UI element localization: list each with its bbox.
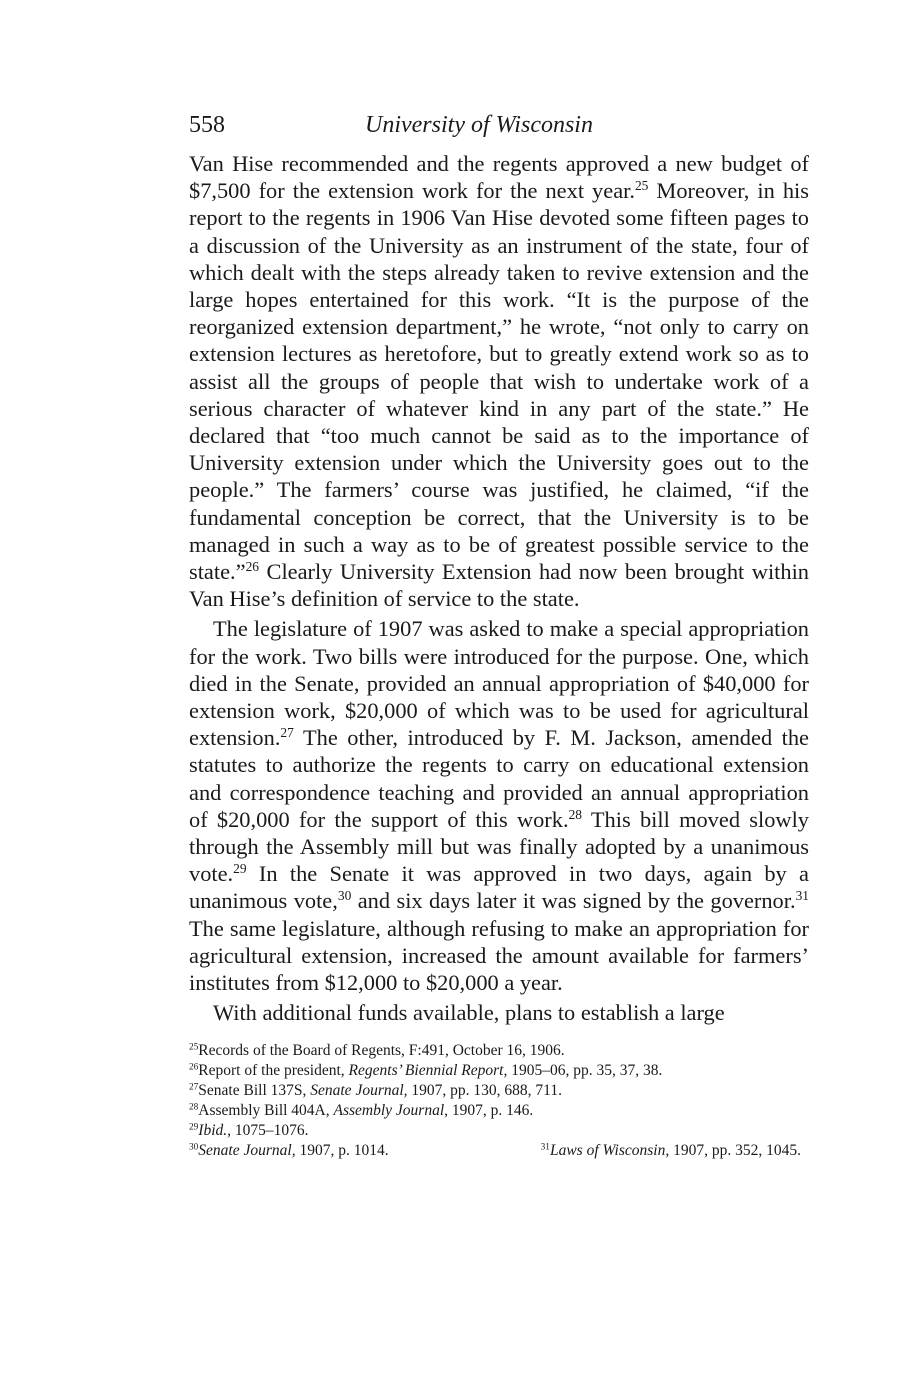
footnote-30 bbox=[189, 1141, 389, 1161]
footnote-number: 27 bbox=[189, 1081, 199, 1092]
footnote-source-title: Ibid., bbox=[198, 1121, 232, 1139]
footnote-number: 30 bbox=[189, 1141, 199, 1152]
book-page bbox=[189, 108, 809, 1161]
paragraph-3 bbox=[189, 999, 809, 1026]
footnote-text: Report of the president, bbox=[198, 1061, 349, 1079]
footnote-number: 26 bbox=[189, 1061, 199, 1072]
footnote-28 bbox=[189, 1101, 809, 1121]
footnote-source-title: Laws of Wisconsin, bbox=[549, 1141, 670, 1159]
footnotes bbox=[189, 1041, 809, 1161]
footnote-number: 25 bbox=[189, 1041, 199, 1052]
footnote-ref-28: 28 bbox=[568, 806, 582, 822]
paragraph-1-text-c: Clearly University Extension had now been brought within Van Hise’s definition of service to the state. bbox=[189, 559, 809, 612]
footnote-source-title: Senate Journal, bbox=[310, 1081, 408, 1099]
footnote-text: Records of the Board of Regents, F:491, October 16, 1906. bbox=[198, 1041, 565, 1059]
paragraph-3-text-a: With additional funds available, plans to establish a large bbox=[213, 1000, 725, 1026]
running-title: University of Wisconsin bbox=[365, 112, 593, 138]
paragraph-2-text-e: and six days later it was signed by the governor. bbox=[351, 888, 796, 914]
paragraph-2-text-c: This bill moved slowly through the Assembly mill but was finally adopted by a unanimous vote. bbox=[189, 806, 809, 887]
footnote-number: 28 bbox=[189, 1101, 199, 1112]
footnote-27 bbox=[189, 1081, 809, 1101]
footnote-text: Assembly Bill 404A, bbox=[198, 1101, 334, 1119]
footnote-source-title: Senate Journal, bbox=[198, 1141, 296, 1159]
footnote-text: Senate Bill 137S, bbox=[198, 1081, 311, 1099]
footnote-26 bbox=[189, 1061, 809, 1081]
footnote-text: 1905–06, pp. 35, 37, 38. bbox=[507, 1061, 663, 1079]
footnote-text: 1907, pp. 352, 1045. bbox=[669, 1141, 801, 1159]
footnote-source-title: Regents’ Biennial Report, bbox=[348, 1061, 508, 1079]
paragraph-1-text-a: Van Hise recommended and the regents approved a new budget of $7,500 for the extension work for the next year. bbox=[189, 151, 809, 204]
footnote-ref-29: 29 bbox=[233, 861, 247, 877]
footnote-29 bbox=[189, 1121, 809, 1141]
footnote-text: 1907, pp. 130, 688, 711. bbox=[407, 1081, 562, 1099]
paragraph-2-text-f: The same legislature, although refusing to make an appropriation for agricultural extension, increased the amount available for farmers’ institutes from $12,000 to $20,000 a year. bbox=[189, 915, 809, 996]
footnote-ref-25: 25 bbox=[634, 178, 649, 194]
footnote-number: 29 bbox=[189, 1121, 199, 1132]
paragraph-2-text-b: The other, introduced by F. M. Jackson, amended the statutes to authorize the regents to carry on educational extension and correspondence teaching and provided an annual appropriation of $20,000 for the support of this work. bbox=[189, 725, 809, 832]
footnote-25 bbox=[189, 1041, 809, 1061]
footnote-ref-31: 31 bbox=[795, 888, 810, 904]
body-text bbox=[189, 150, 809, 1027]
paragraph-1 bbox=[189, 150, 809, 612]
footnote-ref-30: 30 bbox=[337, 888, 352, 904]
footnote-row-30-31 bbox=[189, 1141, 801, 1161]
footnote-ref-26: 26 bbox=[245, 558, 260, 574]
running-head bbox=[189, 108, 809, 150]
footnote-text: 1907, p. 1014. bbox=[295, 1141, 389, 1159]
paragraph-1-text-b: Moreover, in his report to the regents in 1906 Van Hise devoted some fifteen pages to a discussion of the University as an instrument of the state, four of which dealt with the steps already taken to revive extension and the large hopes entertained for this work. “It is the purpose of the reorganized extension department,” he wrote, “not only to carry on extension lectures as heretofore, but to greatly extend work so as to assist all the groups of people that wish to undertake work of a serious character of whatever kind in any part of the state.” He declared that “too much cannot be said as to the importance of University extension under which the University goes out to the people.” The farmers’ course was justified, he claimed, “if the fundamental conception be correct, that the University is to be managed in such a way as to be of greatest possible service to the state.” bbox=[189, 178, 809, 585]
footnote-ref-27: 27 bbox=[280, 725, 294, 741]
footnote-31 bbox=[541, 1141, 801, 1161]
footnote-source-title: Assembly Journal, bbox=[333, 1101, 449, 1119]
footnote-text: 1075–1076. bbox=[231, 1121, 309, 1139]
footnote-number: 31 bbox=[540, 1141, 550, 1152]
footnote-text: 1907, p. 146. bbox=[448, 1101, 534, 1119]
page-number: 558 bbox=[189, 112, 225, 138]
paragraph-2-text-d: In the Senate it was approved in two days, again by a unanimous vote, bbox=[189, 861, 809, 914]
paragraph-2 bbox=[189, 615, 809, 996]
paragraph-2-text-a: The legislature of 1907 was asked to make a special appropriation for the work. Two bills were introduced for the purpose. One, which died in the Senate, provided an annual appropriation of $40,000 for extension work, $20,000 of which was to be used for agricultural extension. bbox=[189, 616, 809, 751]
